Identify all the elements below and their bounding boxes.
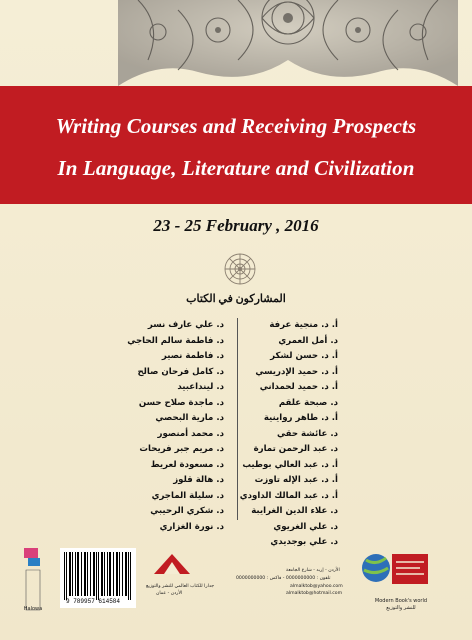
publisher-name-ar: للنشر والتوزيع <box>386 605 416 611</box>
arabesque-ornament <box>118 0 458 90</box>
publisher-name-en: Modern Book's world <box>374 598 428 604</box>
participant-name: د. هالة قلوز <box>173 475 224 485</box>
participant-name: د. مارية البحصي <box>155 413 224 423</box>
participant-name: أ. د. عبد المالك الداودي <box>239 490 338 501</box>
participant-name: د. صبحة علقم <box>278 397 338 408</box>
participant-name: د. عبد الرحمن تمارة <box>253 444 338 454</box>
title-banner <box>0 86 472 204</box>
rosette-ornament <box>223 252 257 286</box>
coop-publisher-logo <box>150 550 194 580</box>
participant-name: أ. د. عبد الإله تاوزت <box>254 475 338 485</box>
coop-publisher-name: جدارا للكتاب العالمي للنشر والتوزيع <box>146 584 215 589</box>
publisher-phone: تلفون : 0000000000 - فاكس : 0000000000 <box>236 576 331 581</box>
book-title-line-1: Writing Courses and Receiving Prospects <box>55 114 417 138</box>
participant-name: د. عائشة حقي <box>276 428 338 439</box>
participant-name: د. مريم جبر فريحات <box>139 444 224 454</box>
participant-name: د. نورة الغزاري <box>159 521 224 532</box>
participant-name: د. ماجدة صلاح حسن <box>138 397 224 408</box>
halowa-label: Halowa <box>23 606 43 612</box>
participant-name: د. مسعودة لعريط <box>150 459 224 470</box>
conference-date: 23 - 25 February , 2016 <box>153 216 319 235</box>
participant-name: د. علي الغريوي <box>273 521 338 532</box>
isbn-number: 9 789957 614584 <box>66 598 121 605</box>
participant-name: أ. د. عبد العالي بوطيب <box>242 459 338 470</box>
participant-name: د. كامل فرحان صالح <box>137 366 224 377</box>
participant-name: أ. د. منجية عرفة <box>269 320 338 330</box>
participant-name: د. علي بوجديدي <box>270 537 338 547</box>
participant-name: د. أمل العمري <box>278 335 338 346</box>
participant-name: د. علي عارف نسر <box>147 320 224 330</box>
participant-name: أ. د. حسن لشكر <box>270 351 338 361</box>
participant-name: أ. د. طاهر رواينية <box>263 413 338 423</box>
publisher-address: الأردن - إربد - شارع الجامعة <box>286 568 340 573</box>
publisher-email-1: almalktob@yahoo.com <box>290 584 343 589</box>
participant-name: د. سليلة الماجري <box>151 490 224 501</box>
publisher-email-2: almalktob@hotmail.com <box>286 591 343 596</box>
participants-list-right <box>218 318 338 551</box>
participant-name: أ. د. حميد لحمداني <box>259 382 338 392</box>
participants-heading: المشاركون في الكتاب <box>186 293 286 305</box>
participant-name: د. علاء الدين الغرايبة <box>251 506 338 516</box>
publisher-logo <box>360 546 430 596</box>
participant-name: د. لينداعبيد <box>177 382 224 392</box>
footer <box>0 544 472 640</box>
participants-list-left <box>84 318 224 535</box>
participant-name: د. فاطمة سالم الحاجي <box>127 335 224 346</box>
column-divider <box>237 318 238 520</box>
participant-name: د. محمد أمنصور <box>157 428 224 439</box>
participant-name: د. شكري الرحيبي <box>150 506 224 516</box>
participant-name: أ. د. حميد الإدريسي <box>255 366 338 377</box>
participant-name: د. فاطمة نصير <box>161 351 224 361</box>
book-title-line-2: In Language, Literature and Civilization <box>57 156 415 180</box>
coop-publisher-address: الأردن - عمان <box>156 591 183 596</box>
